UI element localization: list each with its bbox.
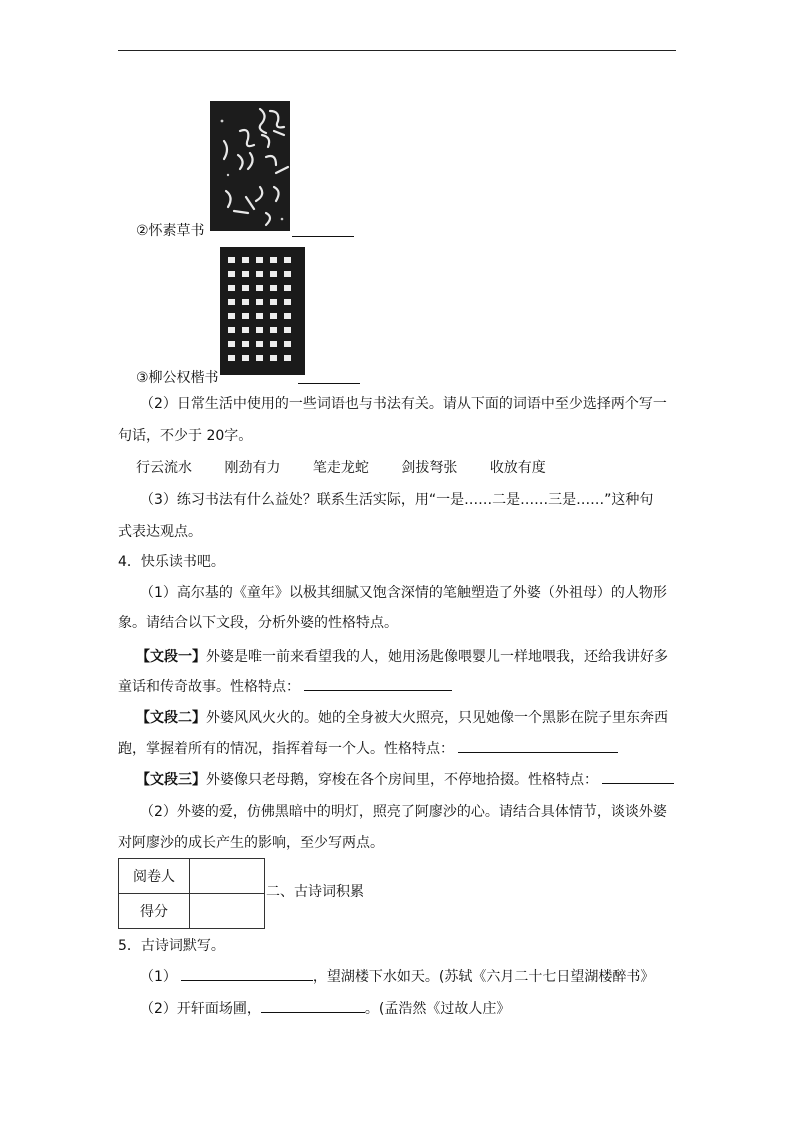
word-option: 收放有度	[489, 460, 546, 476]
liugongquan-calligraphy-image	[220, 247, 305, 375]
q4-part2-line2: 对阿廖沙的成长产生的影响，至少写两点。	[118, 835, 384, 851]
q3-part3-line1: （3）练习书法有什么益处？联系生活实际，用“一是……二是……三是……”这种句	[140, 492, 654, 508]
q4-segment3-line	[136, 769, 674, 789]
header-rule	[118, 50, 676, 51]
segment2-trait-prompt: 跑，掌握着所有的情况，指挥着每一个人。性格特点：	[118, 741, 454, 757]
segment3-tag: 【文段三】	[136, 772, 206, 788]
score-table	[118, 858, 265, 929]
score-label: 得分	[119, 894, 190, 929]
word-option: 刚劲有力	[224, 460, 281, 476]
q5-line1	[140, 966, 654, 986]
q4-title: 4．快乐读书吧。	[118, 554, 225, 570]
score-cell[interactable]	[190, 894, 265, 929]
q4-part1-line1: （1）高尔基的《童年》以极其细腻又饱含深情的笔触塑造了外婆（外祖母）的人物形	[140, 585, 667, 601]
q4-segment1-line2	[118, 676, 452, 696]
segment3-text: 外婆像只老母鹅，穿梭在各个房间里，不停地拾掇。性格特点：	[206, 772, 598, 788]
segment2-text: 外婆风风火火的。她的全身被大火照亮，只见她像一个黑影在院子里东奔西	[206, 710, 668, 726]
huaisu-calligraphy-image	[210, 101, 290, 231]
q5-line2-blank[interactable]	[261, 998, 365, 1013]
segment1-tag: 【文段一】	[136, 649, 206, 665]
liugongquan-calligraphy-strokes	[220, 247, 305, 375]
table-row	[119, 894, 265, 929]
segment1-trait-prompt: 童话和传奇故事。性格特点：	[118, 679, 300, 695]
liugongquan-label: ③柳公权楷书	[136, 370, 219, 386]
huaisu-calligraphy-strokes	[210, 101, 290, 231]
q5-line1-suffix: ，望湖楼下水如天。(苏轼《六月二十七日望湖楼醉书》	[312, 969, 655, 985]
q4-segment2-line2	[118, 738, 618, 758]
q5-line1-blank[interactable]	[181, 966, 313, 981]
q4-segment1-line1	[136, 646, 668, 666]
q5-title: 5．古诗词默写。	[118, 938, 225, 954]
q3-part2-line2: 句话，不少于 20字。	[118, 428, 253, 444]
segment1-text: 外婆是唯一前来看望我的人，她用汤匙像喂婴儿一样地喂我，还给我讲好多	[206, 649, 668, 665]
q5-line2-prefix: （2）开轩面场圃，	[140, 1001, 261, 1017]
q3-word-list	[136, 457, 546, 477]
huaisu-answer-blank[interactable]	[292, 222, 354, 237]
segment3-trait-blank[interactable]	[602, 769, 674, 784]
liugongquan-answer-blank[interactable]	[298, 369, 360, 384]
table-row	[119, 859, 265, 894]
huaisu-label: ②怀素草书	[136, 223, 205, 239]
reviewer-label: 阅卷人	[119, 859, 190, 894]
segment2-trait-blank[interactable]	[458, 738, 618, 753]
segment1-trait-blank[interactable]	[304, 676, 452, 691]
q4-part2-line1: （2）外婆的爱，仿佛黑暗中的明灯，照亮了阿廖沙的心。请结合具体情节，谈谈外婆	[140, 804, 667, 820]
q3-part2-line1: （2）日常生活中使用的一些词语也与书法有关。请从下面的词语中至少选择两个写一	[140, 396, 667, 412]
section-heading: 二、古诗词积累	[266, 884, 364, 900]
q4-segment2-line1	[136, 707, 668, 727]
q5-line1-prefix: （1）	[140, 969, 177, 985]
word-option: 剑拔弩张	[401, 460, 458, 476]
q3-part3-line2: 式表达观点。	[118, 524, 202, 540]
q5-line2-suffix: 。(孟浩然《过故人庄》	[364, 1001, 511, 1017]
segment2-tag: 【文段二】	[136, 710, 206, 726]
reviewer-cell[interactable]	[190, 859, 265, 894]
word-option: 行云流水	[136, 460, 192, 476]
q5-line2	[140, 998, 510, 1018]
word-option: 笔走龙蛇	[312, 460, 369, 476]
q4-part1-line2: 象。请结合以下文段，分析外婆的性格特点。	[118, 615, 398, 631]
